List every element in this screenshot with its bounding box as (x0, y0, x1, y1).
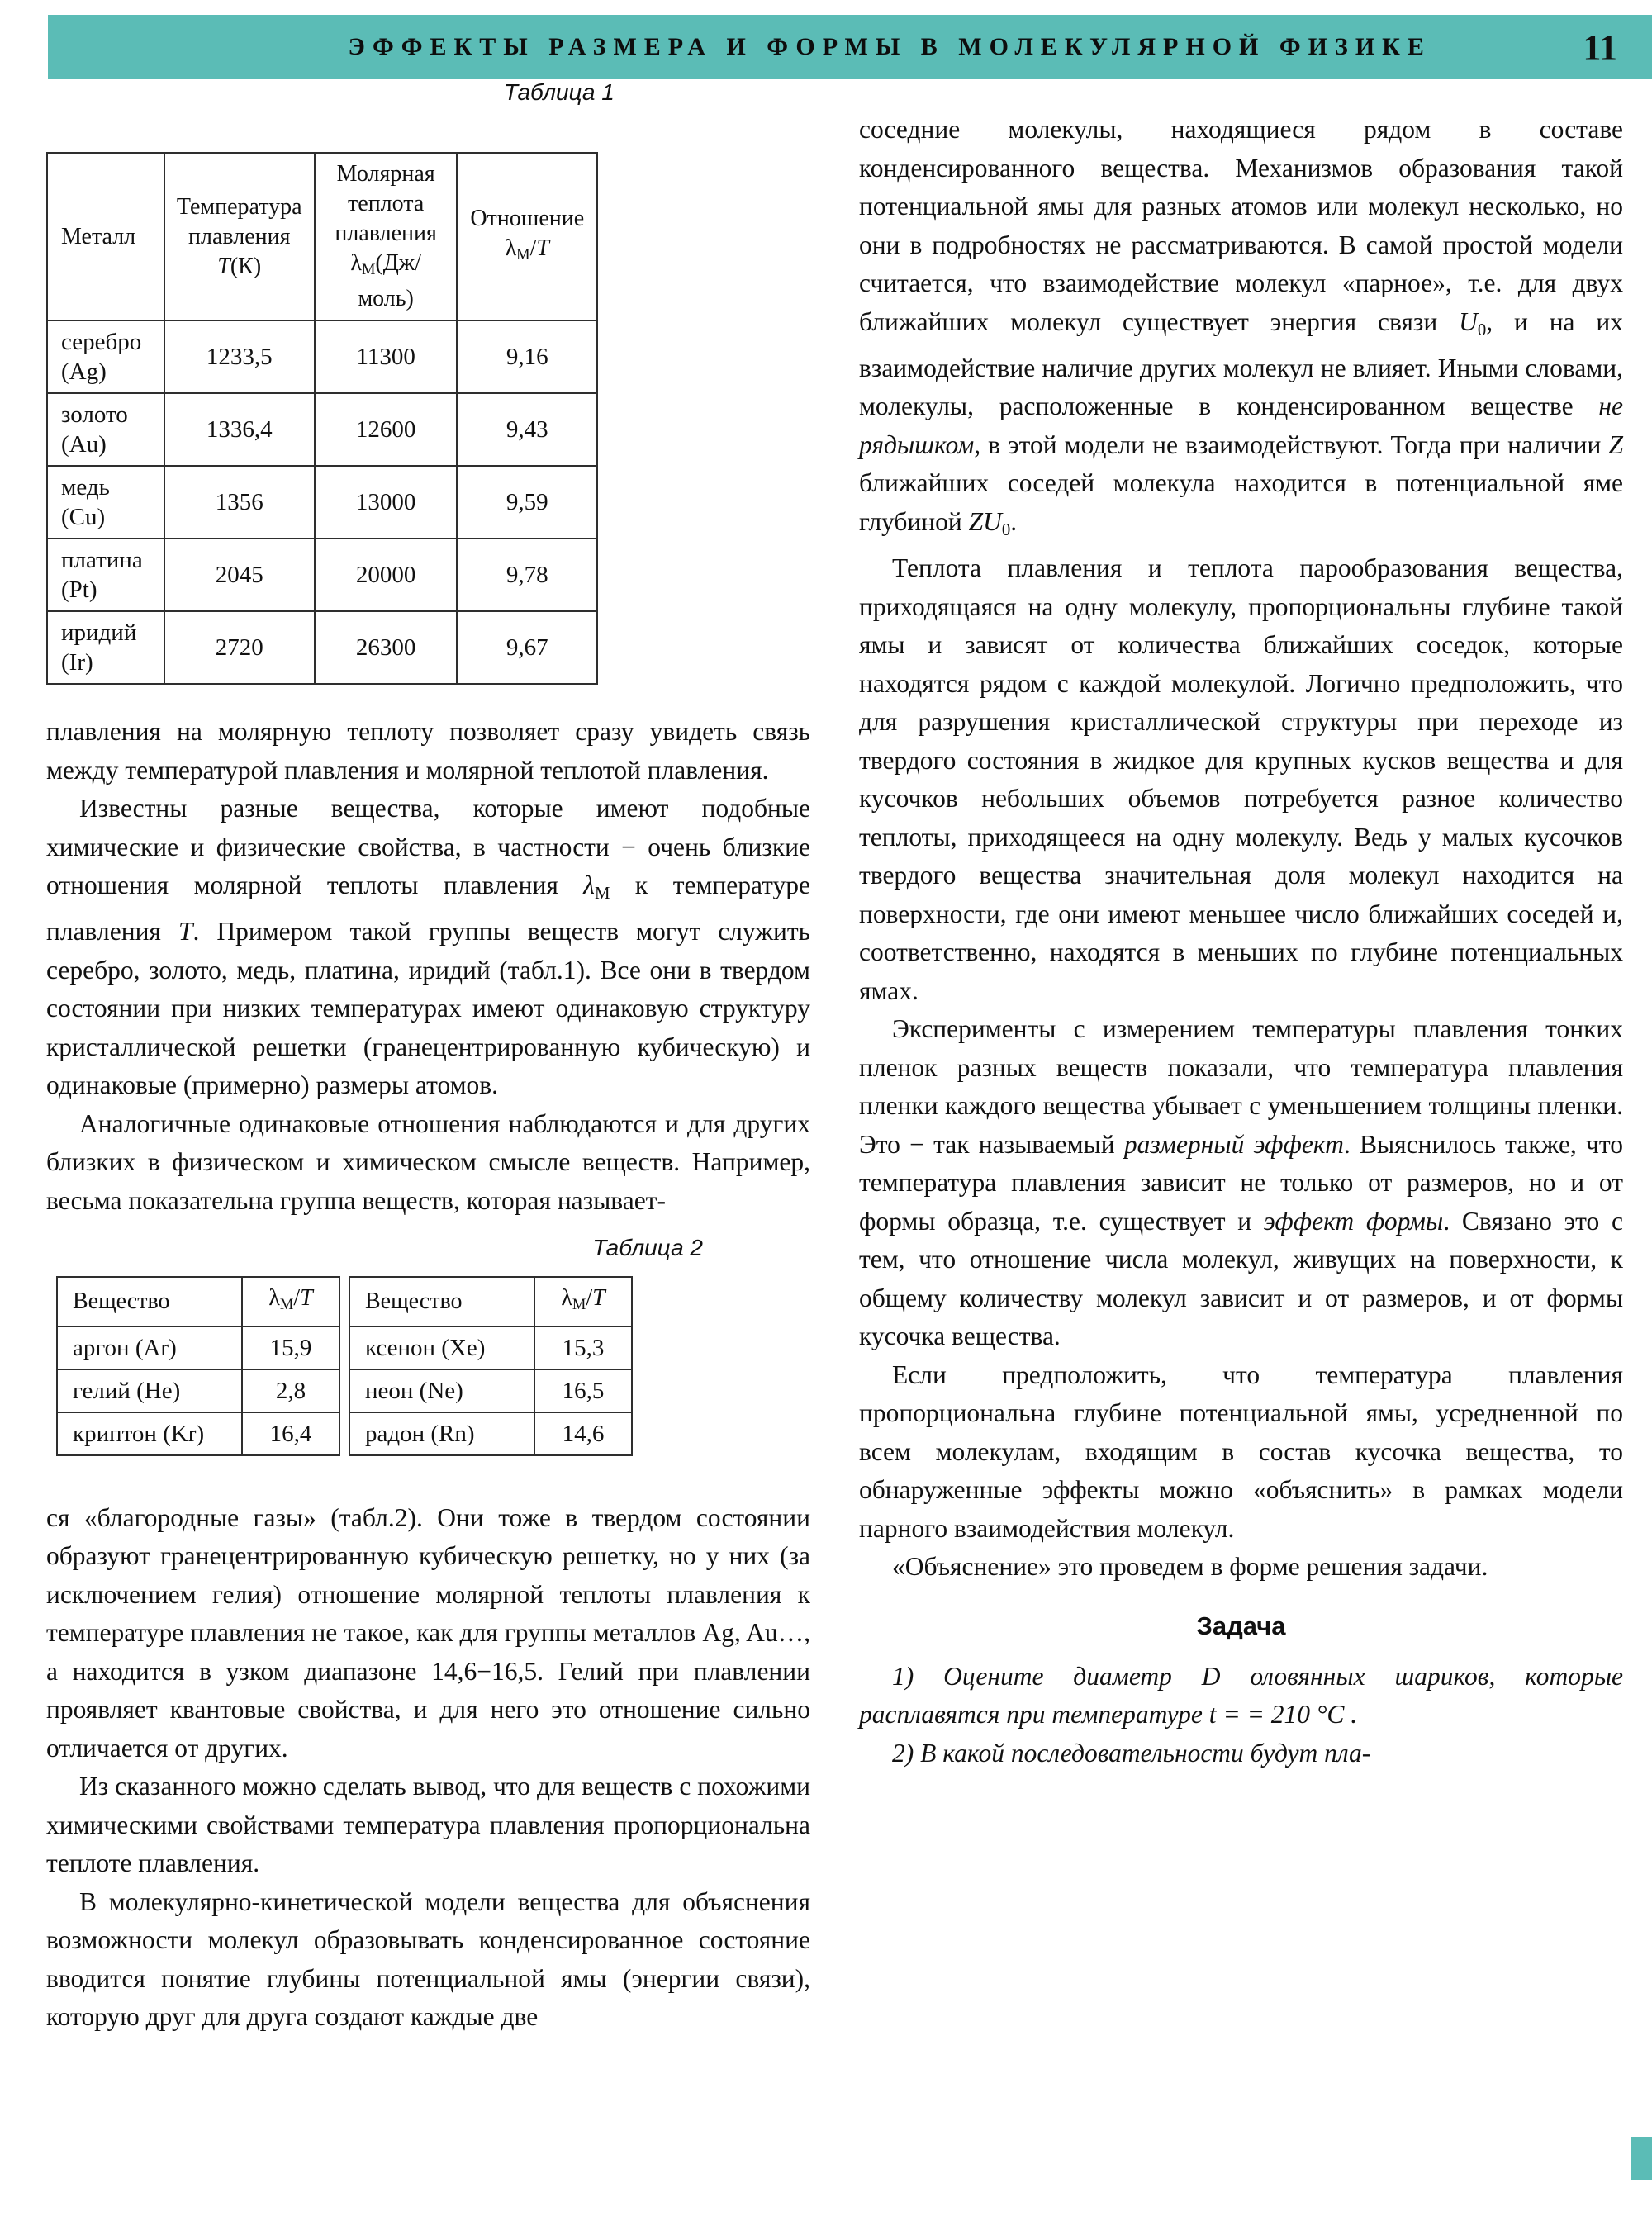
table-row-header (47, 153, 597, 320)
symbol-D: D (1201, 1661, 1221, 1691)
paragraph-right-2: Теплота плавления и теплота парообразования вещества, приходящаяся на одну молекулу, пропорциональны глубине такой ямы и зависят от количества ближайших соседок, которые находятся рядом с каждой молекулой. Логично предположить, что для разрушения кристаллической структуры при переходе из твердого состояния в жидкое для крупных кусков вещества и для кусочков небольших объемов потребуется разное количество теплоты, приходящееся на одну молекулу. Ведь у малых кусочков твердого вещества значительная доля молекул находится на поверхности, где они имеют меньшее число ближайших соседей и, соответственно, находятся в меньших по глубине потенциальных ямах. (859, 553, 1623, 1005)
column-header-metal: Металл (47, 153, 164, 320)
paragraph-left-2 (46, 790, 810, 1105)
cell-ratio: 14,6 (534, 1412, 632, 1455)
paragraph-right-3-a: Эксперименты с измерением температуры плавления тонких пленок разных веществ показали, что температура плавления пленки каждого вещества убывает с уменьшением толщины пленки. Это − так называемый (859, 1014, 1623, 1159)
page-number: 11 (1583, 26, 1617, 68)
cell-ratio: 9,78 (457, 539, 597, 611)
table-row (47, 611, 597, 684)
cell-ratio: 15,9 (242, 1326, 339, 1369)
symbol-lambda-subscript: М (594, 883, 610, 903)
symbol-T-ratio: T (536, 235, 549, 261)
left-column (46, 79, 810, 2037)
cell-heat: 26300 (315, 611, 458, 684)
cell-ratio: 9,59 (457, 466, 597, 539)
column-header-ratio: $\lambda_М/T$ (534, 1277, 632, 1326)
cell-metal: иридий (Ir) (47, 611, 164, 684)
page-running-header (48, 15, 1652, 79)
cell-temperature: 2045 (164, 539, 315, 611)
table-metals (46, 152, 598, 685)
cell-temperature: 1336,4 (164, 393, 315, 466)
column-header-substance: Вещество (349, 1277, 534, 1326)
paragraph-left-4: ся «благородные газы» (табл.2). Они тоже в твердом состоянии образуют гранецентрированную кубическую решетку, но у них (за исключением гелия) отношение молярной теплоты плавления к температуре плавления не такое, как для группы металлов Ag, Au…, а находится в узком диапазоне 14,6−16,5. Гелий при плавлении проявляет квантовые свойства, и для него это отношение сильно отличается от других. (46, 1502, 810, 1763)
symbol-ZU-subscript: 0 (1001, 520, 1011, 539)
cell-ratio: 16,4 (242, 1412, 339, 1455)
task-item-1 (859, 1658, 1623, 1734)
table-row (57, 1369, 339, 1412)
emphasis-razmerny-effekt: размерный эффект (1123, 1129, 1344, 1159)
column-header-substance: Вещество (57, 1277, 242, 1326)
table-row (47, 539, 597, 611)
page-title: ЭФФЕКТЫ РАЗМЕРА И ФОРМЫ В МОЛЕКУЛЯРНОЙ ФИЗИКЕ (348, 33, 1431, 60)
table2-caption: Таблица 2 (592, 1235, 703, 1261)
cell-substance: ксенон (Xe) (349, 1326, 534, 1369)
paragraph-right-1-e: . (1010, 506, 1018, 536)
task-item-1-b: оловянных шариков, которые расплавятся при температуре (859, 1661, 1624, 1730)
cell-ratio: 9,43 (457, 393, 597, 466)
column-header-ratio: Отношение $\lambda_М/T$ (457, 153, 597, 320)
table-row (47, 466, 597, 539)
table-row-header (57, 1277, 339, 1326)
column-header-melting-temperature: Температура плавления T(К) (164, 153, 315, 320)
paragraph-left-2-a: Известны разные вещества, которые имеют подобные химические и физические свойства, в частности − очень близкие отношения молярной теплоты плавления (46, 794, 810, 900)
cell-substance: криптон (Kr) (57, 1412, 242, 1455)
symbol-T-inline: T (178, 917, 193, 947)
table-row (57, 1412, 339, 1455)
paragraph-left-2-b: к температуре плавления (46, 871, 810, 947)
table-noble-gases (56, 1276, 810, 1455)
paragraph-right-1-d: ближайших соседей молекула находится в потенциальной яме глубиной (859, 468, 1623, 536)
paragraph-right-4: Если предположить, что температура плавления пропорциональна глубине потенциальной ямы, усредненной по всем молекулам, входящим в состав кусочка вещества, то обнаруженные эффекты можно «объяснить» в рамках модели парного взаимодействия молекул. (859, 1359, 1623, 1543)
symbol-Z: Z (1608, 429, 1623, 459)
table-row-header (349, 1277, 632, 1326)
emphasis-ne-ryadyshkom: не рядышком (859, 391, 1623, 459)
cell-substance: радон (Rn) (349, 1412, 534, 1455)
paragraph-left-5: Из сказанного можно сделать вывод, что для веществ с похожими химическими свойствами температура плавления пропорциональна теплоте плавления. (46, 1772, 810, 1878)
cell-substance: аргон (Ar) (57, 1326, 242, 1369)
paragraph-right-5: «Объяснение» это проведем в форме решения задачи. (892, 1552, 1488, 1582)
table-row (47, 393, 597, 466)
column-header-molar-heat: Молярная теплота плавления $\lambda_М(Дж/моль)$ (315, 153, 458, 320)
paragraph-right-3 (859, 1010, 1623, 1356)
table-row (349, 1412, 632, 1455)
column-header-ratio: $\lambda_М/T$ (242, 1277, 339, 1326)
task-heading: Задача (1196, 1611, 1286, 1640)
cell-metal: медь (Cu) (47, 466, 164, 539)
cell-ratio: 2,8 (242, 1369, 339, 1412)
symbol-t: t (1208, 1700, 1217, 1730)
cell-temperature: 2720 (164, 611, 315, 684)
cell-temperature: 1356 (164, 466, 315, 539)
cell-substance: гелий (He) (57, 1369, 242, 1412)
cell-metal: платина (Pt) (47, 539, 164, 611)
cell-heat: 13000 (315, 466, 458, 539)
symbol-T: T (217, 253, 230, 279)
table-row (47, 320, 597, 393)
task-item-2: 2) В какой последовательности будут пла- (892, 1738, 1371, 1768)
table-row (349, 1326, 632, 1369)
two-column-body (0, 79, 1652, 2216)
cell-temperature: 1233,5 (164, 320, 315, 393)
paragraph-left-2-c: . Примером такой группы веществ могут служить серебро, золото, медь, платина, иридий (табл.1). Все они в твердом состоянии при низких температурах имеют одинаковую структуру кристаллической решетки (гранецентрированную кубическую) и одинаковые (примерно) размеры атомов. (46, 917, 811, 1100)
cell-ratio: 16,5 (534, 1369, 632, 1412)
symbol-U-subscript: 0 (1477, 320, 1487, 339)
task-item-1-c: = = 210 °C . (1216, 1700, 1358, 1730)
paragraph-right-3-c: . Связано это с тем, что отношение числа молекул, живущих на поверхности, к общему количеству молекул зависит и от размеров, и от формы кусочка вещества. (859, 1206, 1623, 1351)
cell-substance: неон (Ne) (349, 1369, 534, 1412)
paragraph-right-1 (859, 111, 1623, 549)
paragraph-right-1-b: , и на их взаимодействие наличие других молекул не влияет. Иными словами, молекулы, расположенные в конденсированном веществе (859, 306, 1624, 421)
table-row (349, 1369, 632, 1412)
emphasis-effekt-formy: эффект формы (1263, 1206, 1444, 1236)
cell-heat: 20000 (315, 539, 458, 611)
paragraph-left-1: плавления на молярную теплоту позволяет сразу увидеть связь между температурой плавления и молярной теплотой плавления. (46, 717, 810, 785)
cell-heat: 11300 (315, 320, 458, 393)
cell-ratio: 9,67 (457, 611, 597, 684)
paragraph-right-3-b: . Выяснилось также, что температура плавления зависит не только от размеров, но и от формы образца, т.е. существует и (859, 1129, 1623, 1236)
corner-marker (1631, 2137, 1652, 2180)
task-item-1-a: 1) Оцените диаметр (892, 1661, 1202, 1691)
paragraph-right-1-c: , в этой модели не взаимодействуют. Тогда при наличии (974, 429, 1609, 459)
symbol-U: U (1459, 306, 1478, 336)
cell-metal: золото (Au) (47, 393, 164, 466)
table-noble-gases-left (56, 1276, 340, 1455)
table-row (57, 1326, 339, 1369)
paragraph-left-6: В молекулярно-кинетической модели вещества для объяснения возможности молекул образовывать конденсированное состояние вводится понятие глубины потенциальной ямы (энергии связи), которую друг для друга создают каждые две (46, 1886, 810, 2032)
paragraph-right-1-a: соседние молекулы, находящиеся рядом в составе конденсированного вещества. Механизмов образования такой потенциальной ямы для разных атомов или молекул несколько, но они в подробностях не рассматриваются. В самой простой модели считается, что взаимодействие молекул «парное», т.е. для двух ближайших молекул существует энергия связи (859, 115, 1623, 336)
paragraph-left-3: Аналогичные одинаковые отношения наблюдаются и для других близких в физическом и химическом смысле веществ. Например, весьма показательна группа веществ, которая называет- (46, 1108, 810, 1215)
cell-ratio: 9,16 (457, 320, 597, 393)
symbol-lambda: λ (583, 871, 595, 900)
table1-caption: Таблица 1 (504, 79, 615, 105)
cell-heat: 12600 (315, 393, 458, 466)
cell-ratio: 15,3 (534, 1326, 632, 1369)
symbol-ZU: ZU (968, 506, 1002, 536)
table-noble-gases-right (349, 1276, 633, 1455)
cell-metal: серебро (Ag) (47, 320, 164, 393)
